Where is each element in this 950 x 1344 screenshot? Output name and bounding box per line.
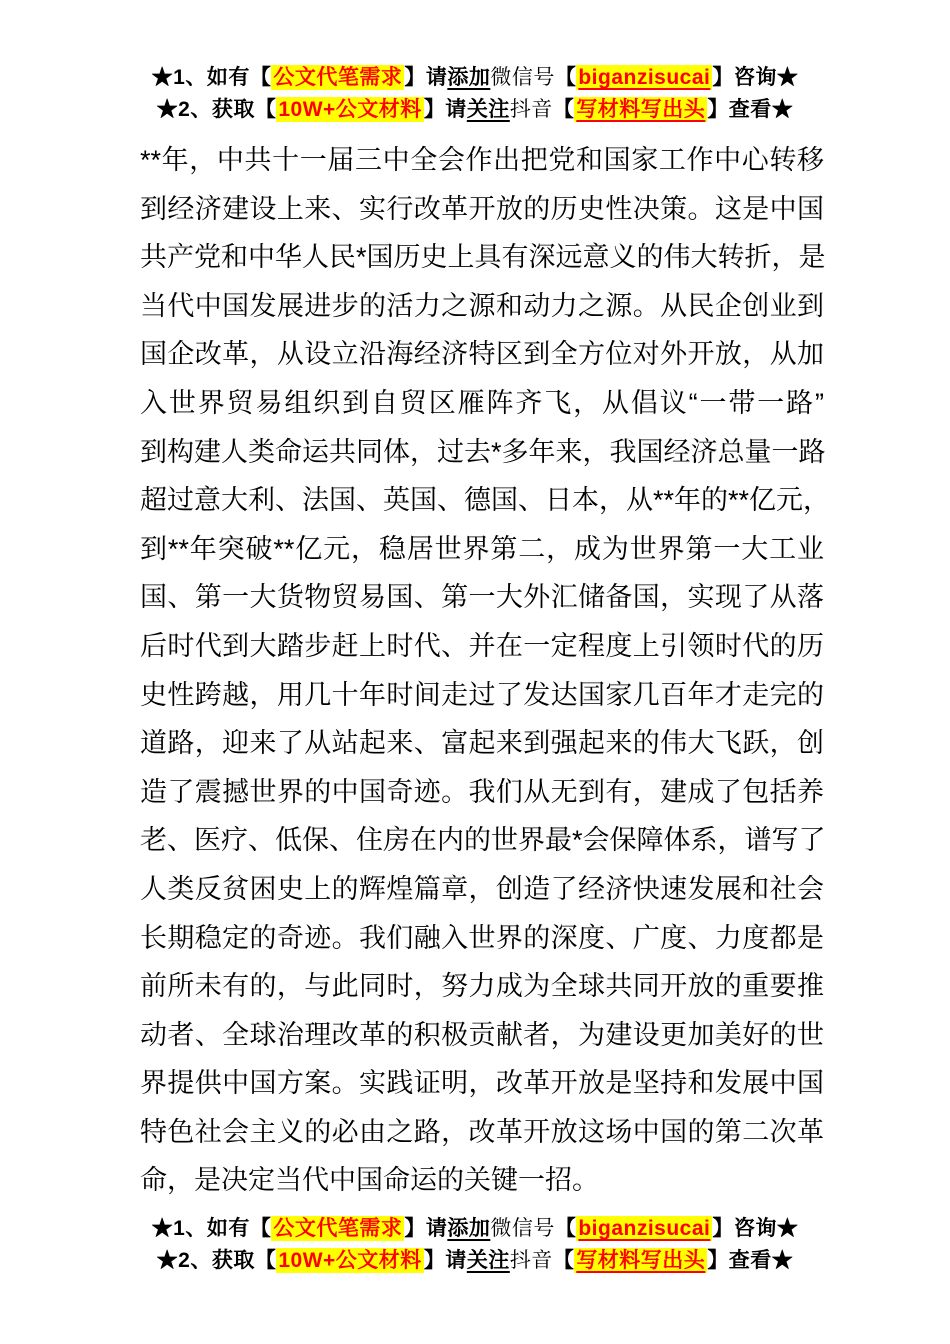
highlight-wechat-account: biganzisucai <box>578 66 711 89</box>
body-line: 国、第一大货物贸易国、第一大外汇储备国，实现了从落 <box>140 582 824 613</box>
promo-suffix: 】查看★ <box>707 98 794 121</box>
highlight-material-phrase: 10W+公文材料 <box>278 98 422 121</box>
promo-footer-line-2 <box>0 1245 950 1277</box>
promo-action-word: 添加 <box>447 1217 491 1241</box>
promo-action-word: 关注 <box>466 1249 510 1273</box>
body-line: 到经济建设上来、实行改革开放的历史性决策。这是中国 <box>140 193 824 224</box>
body-line: 动者、全球治理改革的积极贡献者，为建设更加美好的世 <box>140 1019 824 1050</box>
body-line: 到**年突破**亿元，稳居世界第二，成为世界第一大工业 <box>140 533 824 564</box>
highlight-douyin-account: 写材料写出头 <box>576 1249 706 1273</box>
promo-bracket-open: 【 <box>552 98 575 121</box>
body-line: 道路，迎来了从站起来、富起来到强起来的伟大飞跃，创 <box>140 728 824 759</box>
promo-bracket-close: 】请 <box>404 66 448 89</box>
promo-header-line-2 <box>0 94 950 126</box>
promo-suffix: 】查看★ <box>707 1249 794 1273</box>
body-line: 入世界贸易组织到自贸区雁阵齐飞，从倡议“一带一路” <box>140 387 824 418</box>
body-line: 国企改革，从设立沿海经济特区到全方位对外开放，从加 <box>140 339 824 370</box>
body-line: 老、医疗、低保、住房在内的世界最*会保障体系，谱写了 <box>140 825 826 856</box>
promo-platform-name: 微信号 <box>490 1217 555 1241</box>
promo-suffix: 】咨询★ <box>712 1217 799 1241</box>
promo-footer <box>0 1213 950 1277</box>
body-line: 长期稳定的奇迹。我们融入世界的深度、广度、力度都是 <box>140 922 824 953</box>
body-line: 超过意大利、法国、英国、德国、日本，从**年的**亿元， <box>140 485 831 516</box>
body-line: 共产党和中华人民*国历史上具有深远意义的伟大转折，是 <box>140 242 826 273</box>
promo-action-word: 添加 <box>447 66 491 89</box>
highlight-service-phrase: 公文代笔需求 <box>273 1217 403 1241</box>
promo-bracket-close: 】请 <box>404 1217 448 1241</box>
promo-header-line-1 <box>0 62 950 94</box>
highlight-service-phrase: 公文代笔需求 <box>273 66 403 89</box>
body-line: 人类反贫困史上的辉煌篇章，创造了经济快速发展和社会 <box>140 873 824 904</box>
promo-prefix: ★2、获取【 <box>156 98 277 121</box>
document-body <box>140 136 831 1205</box>
promo-bracket-close: 】请 <box>423 98 467 121</box>
body-line: 到构建人类命运共同体，过去*多年来，我国经济总量一路 <box>140 436 826 467</box>
body-line: 后时代到大踏步赶上时代、并在一定程度上引领时代的历 <box>140 630 824 661</box>
promo-prefix: ★2、获取【 <box>156 1249 277 1273</box>
promo-bracket-open: 【 <box>554 1217 577 1241</box>
body-line: 界提供中国方案。实践证明，改革开放是坚持和发展中国 <box>140 1068 824 1099</box>
body-line: 史性跨越，用几十年时间走过了发达国家几百年才走完的 <box>140 679 824 710</box>
promo-platform-name: 微信号 <box>490 66 555 89</box>
highlight-douyin-account: 写材料写出头 <box>576 98 706 121</box>
promo-platform-name: 抖音 <box>509 98 553 121</box>
promo-footer-line-1 <box>0 1213 950 1245</box>
body-line: 特色社会主义的必由之路，改革开放这场中国的第二次革 <box>140 1116 824 1147</box>
highlight-wechat-account: biganzisucai <box>578 1217 711 1241</box>
body-line: 造了震撼世界的中国奇迹。我们从无到有，建成了包括养 <box>140 776 824 807</box>
promo-bracket-close: 】请 <box>423 1249 467 1273</box>
promo-header <box>0 62 950 126</box>
promo-suffix: 】咨询★ <box>712 66 799 89</box>
promo-prefix: ★1、如有【 <box>151 1217 272 1241</box>
body-line: 当代中国发展进步的活力之源和动力之源。从民企创业到 <box>140 290 824 321</box>
promo-bracket-open: 【 <box>552 1249 575 1273</box>
body-line: 前所未有的，与此同时，努力成为全球共同开放的重要推 <box>140 971 824 1002</box>
promo-platform-name: 抖音 <box>509 1249 553 1273</box>
promo-prefix: ★1、如有【 <box>151 66 272 89</box>
body-line: 命，是决定当代中国命运的关键一招。 <box>140 1165 599 1196</box>
body-line: **年，中共十一届三中全会作出把党和国家工作中心转移 <box>140 145 824 175</box>
highlight-material-phrase: 10W+公文材料 <box>278 1249 422 1273</box>
promo-bracket-open: 【 <box>554 66 577 89</box>
promo-action-word: 关注 <box>466 98 510 121</box>
